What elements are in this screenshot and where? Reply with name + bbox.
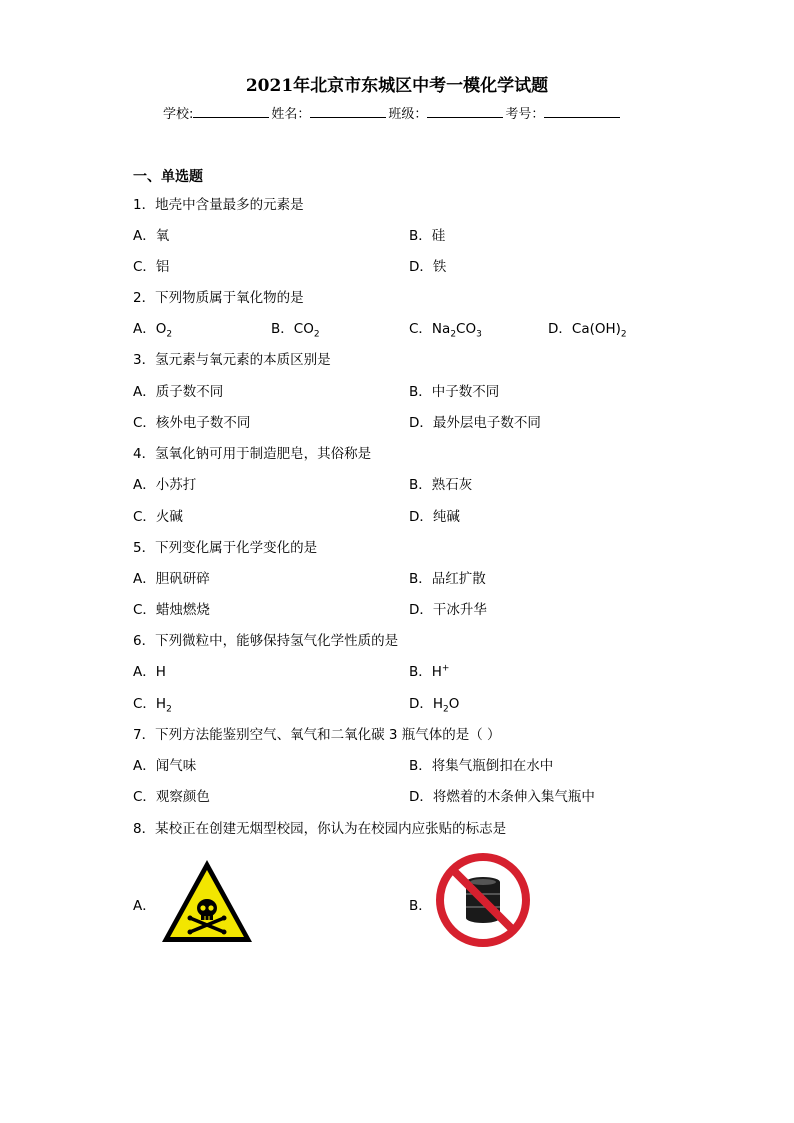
question-6-options-row1	[0, 660, 794, 680]
question-1-stem: 1．地壳中含量最多的元素是	[133, 197, 304, 213]
question-7-options-row1	[0, 754, 794, 774]
question-5-options-row2	[0, 598, 794, 618]
school-label: 学校:	[163, 107, 194, 122]
question-6-stem: 6．下列微粒中，能够保持氢气化学性质的是	[133, 633, 399, 649]
option-d[interactable]: D．干冰升华	[409, 602, 487, 618]
option-d[interactable]: D．纯碱	[409, 509, 460, 525]
option-a[interactable]: A．质子数不同	[133, 384, 224, 400]
question-3-options-row1	[0, 380, 794, 400]
option-a[interactable]: A．小苏打	[133, 477, 197, 493]
section-heading: 一、单选题	[133, 169, 203, 185]
option-c[interactable]: C．火碱	[133, 509, 183, 525]
option-d[interactable]: D．$Ca(OH)_2$	[548, 321, 627, 340]
name-label: 姓名：	[271, 107, 311, 122]
number-blank[interactable]	[544, 105, 620, 118]
school-blank[interactable]	[193, 105, 269, 118]
question-7-stem: 7．下列方法能鉴别空气、氧气和二氧化碳 3 瓶气体的是（ ）	[133, 727, 501, 743]
question-2-options	[0, 317, 794, 340]
option-b[interactable]: B．熟石灰	[409, 477, 473, 493]
option-b[interactable]: B．将集气瓶倒扣在水中	[409, 758, 554, 774]
option-d[interactable]: D．铁	[409, 259, 447, 275]
option-c[interactable]: C．蜡烛燃烧	[133, 602, 210, 618]
class-blank[interactable]	[427, 105, 503, 118]
option-c[interactable]: C．观察颜色	[133, 789, 210, 805]
question-4-stem: 4．氢氧化钠可用于制造肥皂，其俗称是	[133, 446, 372, 462]
page-title: 2021年北京市东城区中考一模化学试题	[245, 76, 549, 96]
option-b[interactable]: B．H+	[409, 663, 450, 680]
class-label: 班级：	[388, 107, 428, 122]
question-4-options-row1	[0, 473, 794, 493]
option-b[interactable]: B．硅	[409, 228, 446, 244]
question-3-stem: 3．氢元素与氧元素的本质区别是	[133, 352, 331, 368]
option-b[interactable]: B．$CO_2$	[271, 321, 320, 340]
option-b[interactable]: B．	[409, 898, 432, 914]
question-2-stem: 2．下列物质属于氧化物的是	[133, 290, 304, 306]
number-label: 考号：	[505, 107, 545, 122]
option-c[interactable]: C．$Na_2CO_3$	[409, 321, 482, 340]
question-5-options-row1	[0, 567, 794, 587]
option-c[interactable]: C．$H_2$	[133, 696, 172, 715]
option-b[interactable]: B．品红扩散	[409, 571, 486, 587]
option-d[interactable]: D．$H_2O$	[409, 696, 460, 715]
option-a[interactable]: A．氧	[133, 228, 170, 244]
option-a[interactable]: A．H	[133, 664, 166, 680]
option-a[interactable]: A．闻气味	[133, 758, 197, 774]
question-3-options-row2	[0, 411, 794, 431]
question-5-stem: 5．下列变化属于化学变化的是	[133, 540, 318, 556]
option-a[interactable]: A．$O_2$	[133, 321, 173, 340]
option-b[interactable]: B．中子数不同	[409, 384, 500, 400]
option-c[interactable]: C．核外电子数不同	[133, 415, 251, 431]
option-c[interactable]: C．铝	[133, 259, 170, 275]
option-d[interactable]: D．将燃着的木条伸入集气瓶中	[409, 789, 595, 805]
question-1-options-row1	[0, 224, 794, 244]
student-info-line	[163, 103, 622, 122]
option-d[interactable]: D．最外层电子数不同	[409, 415, 541, 431]
name-blank[interactable]	[310, 105, 386, 118]
toxic-warning-sign-icon[interactable]	[160, 858, 254, 944]
question-6-options-row2	[0, 692, 794, 715]
question-4-options-row2	[0, 505, 794, 525]
question-8-stem: 8．某校正在创建无烟型校园，你认为在校园内应张贴的标志是	[133, 821, 507, 837]
question-1-options-row2	[0, 255, 794, 275]
option-a[interactable]: A．	[133, 898, 156, 914]
option-a[interactable]: A．胆矾研碎	[133, 571, 210, 587]
no-barrel-prohibition-sign-icon[interactable]	[435, 852, 531, 948]
question-7-options-row2	[0, 785, 794, 805]
